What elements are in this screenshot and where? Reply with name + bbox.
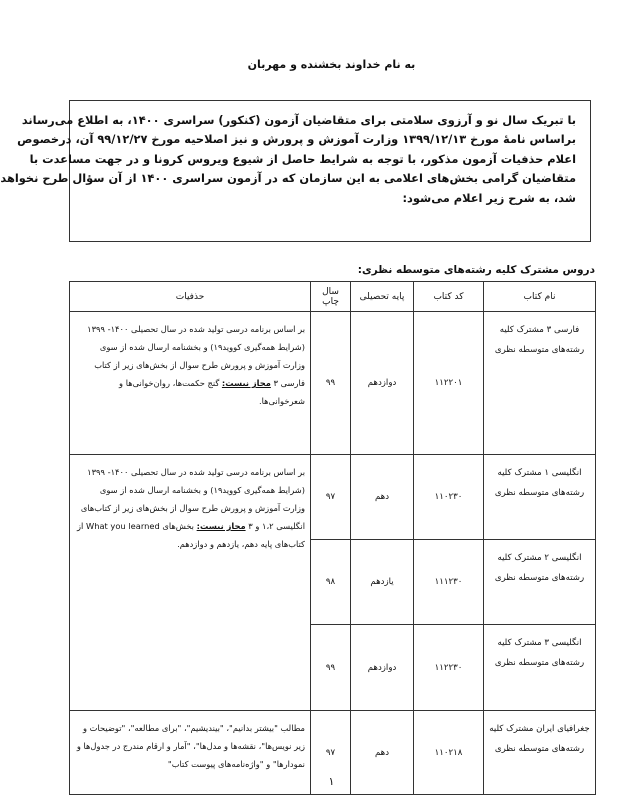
grade: یازدهم bbox=[351, 540, 414, 625]
intro-line: با تبریک سال نو و آرزوی سلامتی برای متقاضیان آزمون (کنکور) سراسری ۱۴۰۰، به اطلاع می‌رساند bbox=[21, 113, 576, 127]
intro-line: اعلام حذفیات آزمون مذکور، با توجه به شرایط حاصل از شیوع ویروس کرونا و در جهت مساعدت با bbox=[29, 151, 576, 166]
section-title: دروس مشترک کلیه رشته‌های متوسطه نظری: bbox=[357, 264, 595, 276]
not-allowed-label: مجاز نیست: bbox=[221, 378, 271, 388]
removed-text: بر اساس برنامه درسی تولید شده در سال تحصیلی ۱۴۰۰- ۱۳۹۹ (شرایط همه‌گیری کووید۱۹) و بخشنامه ارسال شده از سوی وزارت آموزش و پرورش طرح سوال از بخش‌های زیر از کتاب فارسی ۳ bbox=[87, 324, 305, 388]
removed-list: بخش‌های What you learned از کتاب‌های پایه دهم، یازدهم و دوازدهم. bbox=[77, 521, 305, 549]
book-code: ۱۱۲۲۰۱ bbox=[414, 312, 484, 455]
book-code: ۱۱۰۲۳۰ bbox=[414, 455, 484, 540]
book-code: ۱۱۰۲۱۸ bbox=[414, 711, 484, 795]
book-title: انگلیسی ۲ bbox=[544, 553, 582, 563]
removed-cell bbox=[70, 455, 311, 711]
print-year: ۹۸ bbox=[311, 540, 351, 625]
book-title: فارسی ۳ bbox=[546, 325, 580, 335]
removed-list: گنج حکمت‌ها، روان‌خوانی‌ها و شعرخوانی‌ها. bbox=[119, 378, 305, 406]
book-subtitle: مشترک کلیه رشته‌های متوسطه نظری bbox=[494, 638, 585, 668]
intro-line: متقاضیان گرامی بخش‌های اعلامی به این سازمان که در آزمون سراسری ۱۴۰۰ از آن سؤال طرح نخواهد bbox=[0, 171, 576, 186]
book-cell bbox=[484, 540, 596, 625]
print-year: ۹۷ bbox=[311, 455, 351, 540]
intro-line: شد، به شرح زیر اعلام می‌شود: bbox=[402, 190, 576, 205]
header-print-year: سال چاپ bbox=[311, 282, 351, 312]
book-subtitle: مشترک کلیه رشته‌های متوسطه نظری bbox=[494, 553, 585, 583]
print-year: ۹۷ bbox=[311, 711, 351, 795]
not-allowed-label: مجاز نیست: bbox=[196, 521, 246, 531]
table-row bbox=[70, 455, 596, 540]
header-grade: پایه تحصیلی bbox=[351, 282, 414, 312]
book-title: جغرافیای ایران bbox=[536, 724, 590, 734]
header-book-name: نام کتاب bbox=[484, 282, 596, 312]
header-book-code: کد کتاب bbox=[414, 282, 484, 312]
grade: دهم bbox=[351, 455, 414, 540]
print-year: ۹۹ bbox=[311, 312, 351, 455]
page-number: ۱ bbox=[328, 775, 335, 788]
book-subtitle: مشترک کلیه رشته‌های متوسطه نظری bbox=[494, 468, 585, 498]
grade: دهم bbox=[351, 711, 414, 795]
removed-text: مطالب "بیشتر بدانیم"، "بیندیشیم"، "برای مطالعه"، "توضیحات و زیر نویس‌ها"، نقشه‌ها و مدل‌ها"، "آمار و ارقام مندرج در جدول‌ها و نمودارها" و "واژه‌نامه‌های پیوست کتاب" bbox=[76, 723, 305, 769]
book-title: انگلیسی ۳ bbox=[544, 638, 582, 648]
book-cell bbox=[484, 625, 596, 711]
book-subtitle: مشترک کلیه رشته‌های متوسطه نظری bbox=[494, 325, 585, 355]
removed-cell bbox=[70, 312, 311, 455]
removed-text: بر اساس برنامه درسی تولید شده در سال تحصیلی ۱۴۰۰- ۱۳۹۹ (شرایط همه‌گیری کووید۱۹) و بخشنامه ارسال شده از سوی وزارت آموزش و پرورش طرح سوال از بخش‌های زیر از کتاب‌های انگلیسی ۱،۲ و ۳ bbox=[80, 467, 305, 531]
table-row bbox=[70, 312, 596, 455]
book-cell bbox=[484, 455, 596, 540]
intro-line: براساس نامهٔ مورخ ۱۳۹۹/۱۲/۱۳ وزارت آموزش و پرورش و نیز اصلاحیه مورخ ۹۹/۱۲/۲۷ آن، درخصوص bbox=[17, 132, 576, 147]
print-year: ۹۹ bbox=[311, 625, 351, 711]
page-header: به نام خداوند بخشنده و مهربان bbox=[247, 58, 416, 71]
book-cell bbox=[484, 312, 596, 455]
removed-topics-table bbox=[69, 281, 596, 795]
grade: دوازدهم bbox=[351, 625, 414, 711]
book-code: ۱۱۱۲۳۰ bbox=[414, 540, 484, 625]
grade: دوازدهم bbox=[351, 312, 414, 455]
table-header-row bbox=[70, 282, 596, 312]
book-subtitle: مشترک کلیه رشته‌های متوسطه نظری bbox=[489, 724, 585, 754]
intro-box bbox=[0, 100, 591, 242]
header-removed: حذفیات bbox=[70, 282, 311, 312]
book-title: انگلیسی ۱ bbox=[544, 468, 582, 478]
book-code: ۱۱۲۲۳۰ bbox=[414, 625, 484, 711]
